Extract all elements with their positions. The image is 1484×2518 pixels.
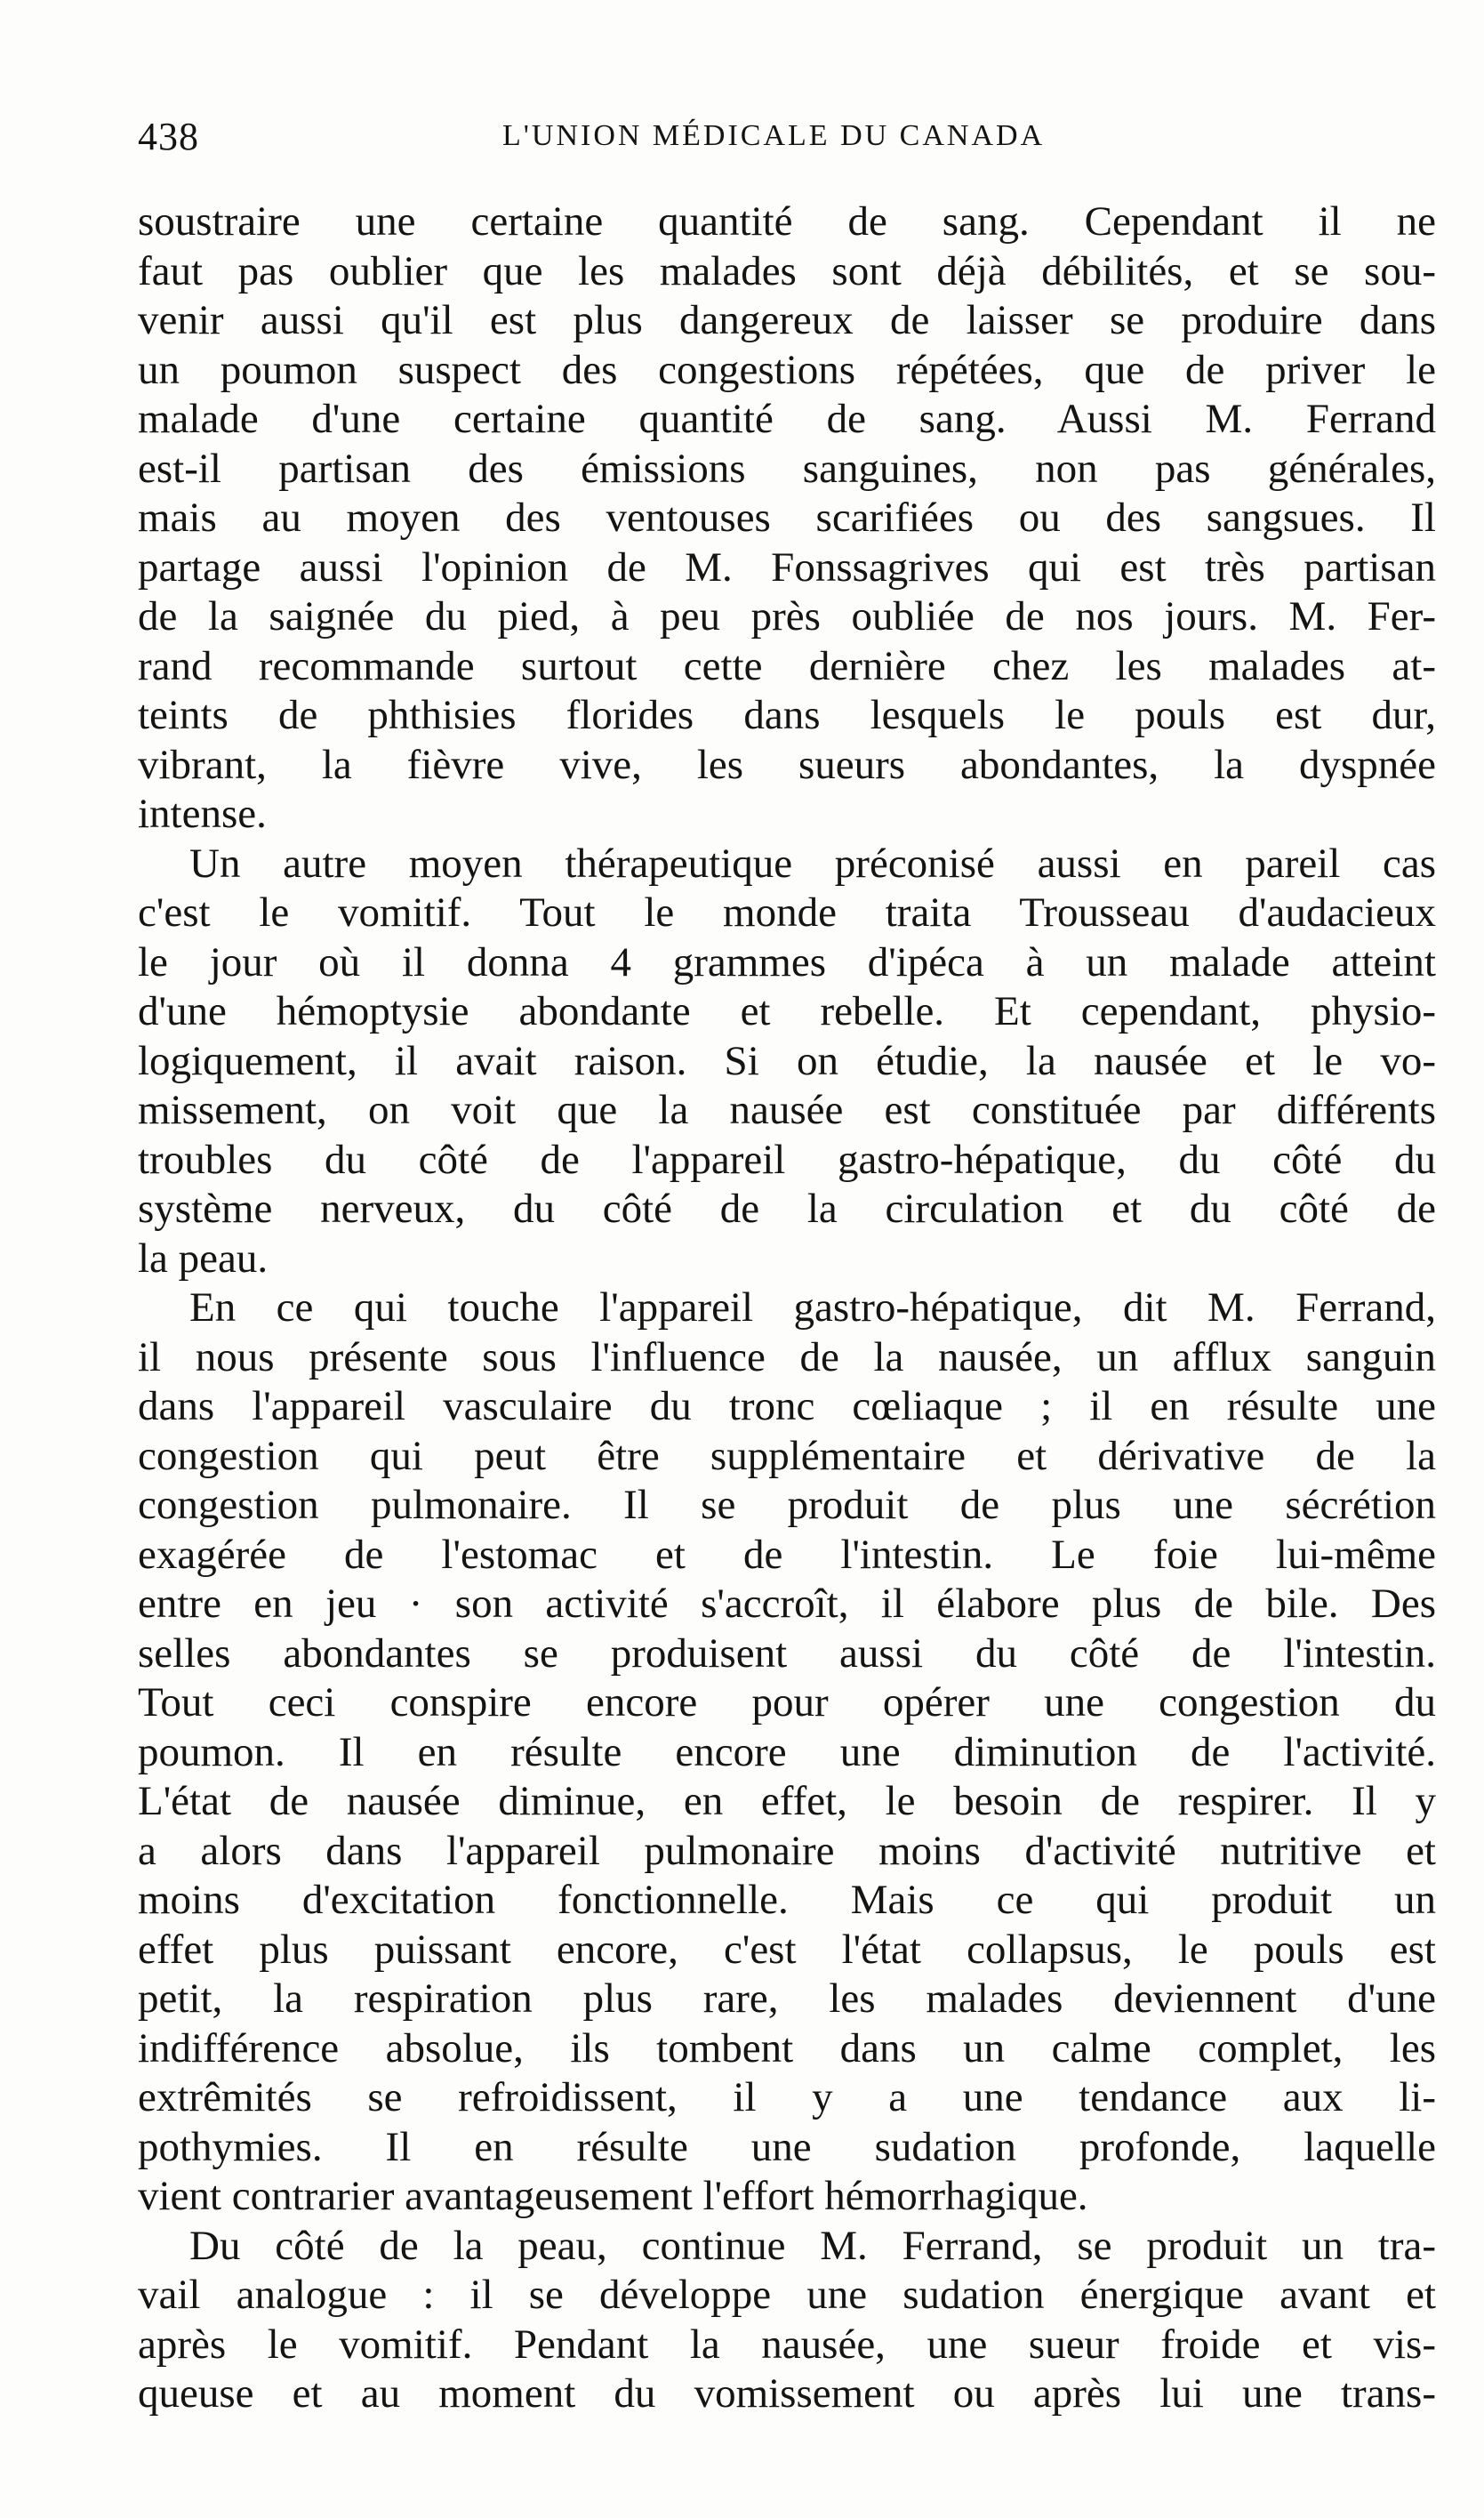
text-line: intense. [138,791,267,837]
text-line: la peau. [138,1235,269,1282]
text-line: poumon. Il en résulte encore une diminution de l'activité. [138,1728,1436,1775]
text-line: Un autre moyen thérapeutique préconisé aussi en pareil cas [189,840,1436,887]
text-line: moins d'excitation fonctionnelle. Mais ce qui produit un [138,1877,1436,1923]
text-line: En ce qui touche l'appareil gastro-hépatique, dit M. Ferrand, [189,1284,1436,1331]
body-text [138,197,1436,2419]
text-line: Du côté de la peau, continue M. Ferrand, se produit un tra- [189,2222,1436,2269]
text-line: effet plus puissant encore, c'est l'état collapsus, le pouls est [138,1926,1436,1973]
text-line: vibrant, la fièvre vive, les sueurs abondantes, la dyspnée [138,741,1436,788]
text-line: indifférence absolue, ils tombent dans un calme complet, les [138,2024,1436,2072]
text-line: a alors dans l'appareil pulmonaire moins d'activité nutritive et [138,1827,1436,1874]
text-line: venir aussi qu'il est plus dangereux de laisser se produire dans [138,297,1436,343]
paragraph [138,197,1436,840]
text-line: faut pas oublier que les malades sont déjà débilités, et se sou- [138,247,1436,294]
text-line: entre en jeu · son activité s'accroît, il élabore plus de bile. Des [138,1581,1436,1627]
text-line: vient contrarier avantageusement l'effort hémorrhagique. [138,2173,1088,2219]
text-line: d'une hémoptysie abondante et rebelle. Et cependant, physio- [138,988,1436,1034]
text-line: congestion qui peut être supplémentaire et dérivative de la [138,1432,1436,1479]
text-line: vail analogue : il se développe une sudation énergique avant et [138,2272,1436,2318]
text-line: petit, la respiration plus rare, les malades deviennent d'une [138,1975,1436,2022]
text-line: queuse et au moment du vomissement ou après lui une trans- [138,2370,1436,2417]
text-line: congestion pulmonaire. Il se produit de plus une sécrétion [138,1482,1436,1528]
text-line: teints de phthisies florides dans lesquels le pouls est dur, [138,692,1436,738]
text-line: pothymies. Il en résulte une sudation profonde, laquelle [138,2123,1436,2170]
text-line: dans l'appareil vasculaire du tronc cœliaque ; il en résulte une [138,1383,1436,1429]
text-line: extrêmités se refroidissent, il y a une tendance aux li- [138,2074,1436,2120]
text-line: troubles du côté de l'appareil gastro-hépatique, du côté du [138,1136,1436,1183]
text-line: soustraire une certaine quantité de sang. Cependant il ne [138,198,1436,245]
journal-title: L'UNION MÉDICALE DU CANADA [502,119,1046,152]
text-line: il nous présente sous l'influence de la nausée, un afflux sanguin [138,1333,1436,1380]
text-line: le jour où il donna 4 grammes d'ipéca à un malade atteint [138,938,1436,985]
text-line: mais au moyen des ventouses scarifiées ou des sangsues. Il [138,495,1436,541]
paragraph [138,840,1436,1284]
running-head [138,114,1143,167]
text-line: exagérée de l'estomac et de l'intestin. Le foie lui-même [138,1531,1436,1578]
text-line: malade d'une certaine quantité de sang. Aussi M. Ferrand [138,396,1436,442]
text-line: L'état de nausée diminue, en effet, le besoin de respirer. Il y [138,1778,1436,1824]
text-line: système nerveux, du côté de la circulation et du côté de [138,1186,1436,1232]
text-line: missement, on voit que la nausée est constituée par différents [138,1087,1436,1133]
text-line: est-il partisan des émissions sanguines, non pas générales, [138,445,1436,492]
text-line: c'est le vomitif. Tout le monde traita Trousseau d'audacieux [138,889,1436,936]
page-number: 438 [138,115,199,158]
text-line: un poumon suspect des congestions répétées, que de priver le [138,346,1436,393]
paragraph [138,1283,1436,2222]
text-line: selles abondantes se produisent aussi du côté de l'intestin. [138,1629,1436,1677]
text-line: partage aussi l'opinion de M. Fonssagrives qui est très partisan [138,543,1436,591]
text-line: de la saignée du pied, à peu près oubliée de nos jours. M. Fer- [138,593,1436,640]
text-line: Tout ceci conspire encore pour opérer une congestion du [138,1679,1436,1726]
text-line: rand recommande surtout cette dernière chez les malades at- [138,642,1436,689]
paragraph [138,2222,1436,2419]
text-line: logiquement, il avait raison. Si on étudie, la nausée et le vo- [138,1037,1436,1084]
text-line: après le vomitif. Pendant la nausée, une sueur froide et vis- [138,2321,1436,2368]
